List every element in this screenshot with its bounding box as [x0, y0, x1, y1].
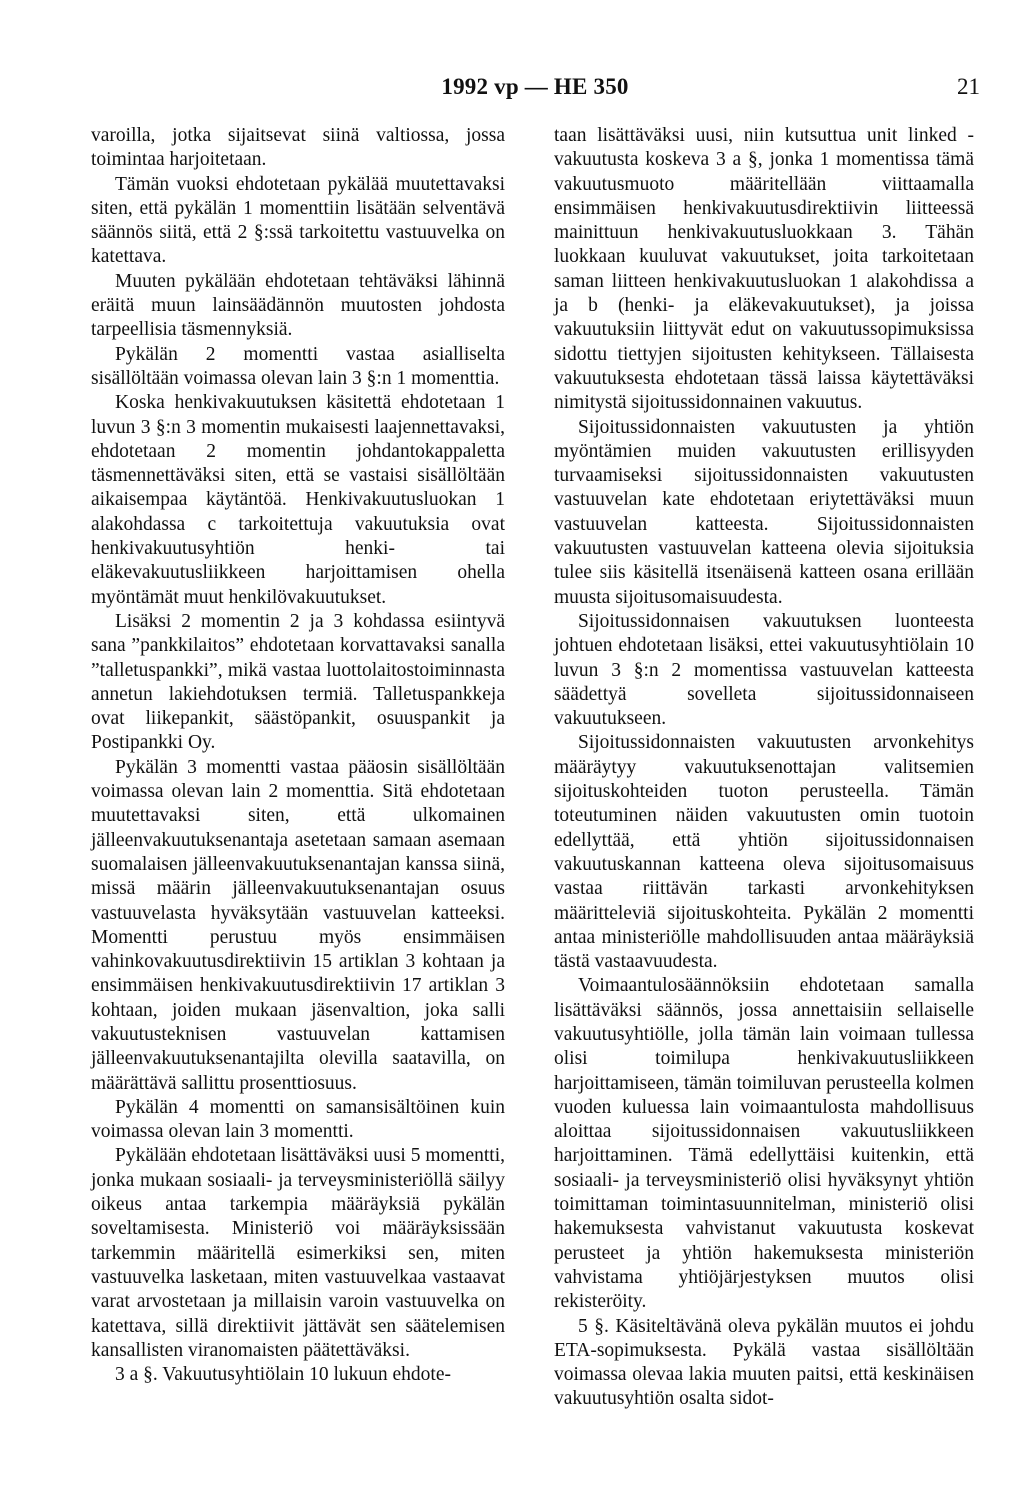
- paragraph: 5 §. Käsiteltävänä oleva pykälän muutos ei johdu ETA-sopimuksesta. Pykälä vastaa sisällöltään voimassa olevaa lakia muuten paitsi, että keskinäisen vakuutusyhtiön osalta sidot-: [554, 1315, 974, 1410]
- paragraph: Muuten pykälään ehdotetaan tehtäväksi lähinnä eräitä muun lainsäädännön muutosten johdosta tarpeellisia täsmennyksiä.: [91, 270, 505, 341]
- paragraph: Pykälän 4 momentti on samansisältöinen kuin voimassa olevan lain 3 momentti.: [91, 1096, 505, 1143]
- paragraph: 3 a §. Vakuutusyhtiölain 10 lukuun ehdote-: [115, 1364, 451, 1386]
- paragraph: Pykälän 3 momentti vastaa pääosin sisällöltään voimassa olevan lain 2 momenttia. Sitä ehdotetaan muutettavaksi siten, että ulkomainen jälleenvakuutuksenantaja asetetaan samaan asemaan suomalaisen jälleenvakuutuksenantajan kanssa siinä, missä määrin jälleenvakuutuksenantajan osuus vastuuvelasta hyväksytään vastuuvelan katteeksi. Momentti perustuu myös ensimmäisen vahinkovakuutusdirektiivin 15 artiklan 3 kohtaan ja ensimmäisen henkivakuutusdirektiivin 17 artiklan 3 kohtaan, joiden mukaan jäsenvaltion, joka salli vakuutusteknisen vastuuvelan kattamisen jälleenvakuutuksenantajilta olevilla saatavilla, on määrättävä sallittu prosenttiosuus.: [91, 756, 505, 1094]
- paragraph: varoilla, jotka sijaitsevat siinä valtiossa, jossa toimintaa harjoitetaan.: [91, 125, 505, 171]
- paragraph: Koska henkivakuutuksen käsitettä ehdotetaan 1 luvun 3 §:n 3 momentin mukaisesti laajennettavaksi, ehdotetaan 2 momentin johdantokappaletta täsmennettäväksi siten, että se vastaisi sisällöltään aikaisempaa käytäntöä. Henkivakuutusluokan 1 alakohdassa c tarkoitettuja vakuutuksia ovat henkivakuutusyhtiön henki- tai eläkevakuutusliikkeen harjoittamisen ohella myöntämät muut henkilövakuutukset.: [91, 392, 505, 608]
- page-number: 21: [957, 74, 980, 99]
- paragraph: Sijoitussidonnaisten vakuutusten arvonkehitys määräytyy vakuutuksenottajan valitsemien sijoituskohteiden tuoton perusteella. Tämän toteutuminen näiden vakuutusten omin tuotoin edellyttää, että yhtiön sijoitussidonnaisen vakuutuskannan katteena oleva sijoitusomaisuus vastaa riittävän tarkasti arvonkehityksen määritteleviä sijoituskohteita. Pykälän 2 momentti antaa ministeriölle mahdollisuuden antaa määräyksiä tästä vastaavuudesta.: [554, 732, 974, 973]
- paragraph: Pykälän 2 momentti vastaa asialliselta sisällöltään voimassa olevan lain 3 §:n 1 momenttia.: [91, 343, 505, 389]
- paragraph: Pykälään ehdotetaan lisättäväksi uusi 5 momentti, jonka mukaan sosiaali- ja terveysministeriöllä säilyy oikeus antaa tarkempia määräyksiä pykälän soveltamisesta. Ministeriö voi määräyksissään tarkemmin määritellä esimerkiksi sen, miten vastuuvelka lasketaan, miten vastuuvelkaa vastaavat varat arvostetaan ja millaisin varoin vastuuvelka on katettava, sillä direktiivit jättävät sen säätelemisen kansallisten viranomaisten päätettäväksi.: [91, 1145, 505, 1361]
- paragraph: Sijoitussidonnaisten vakuutusten ja yhtiön myöntämien muiden vakuutusten erillisyyden turvaamiseksi sijoitussidonnaisten vakuutusten vastuuvelan kate ehdotetaan eriytettäväksi muun vastuuvelan katteesta. Sijoitussidonnaisten vakuutusten vastuuvelan katteena olevia sijoituksia tulee siis käsitellä itsenäisenä katteen osana erillään muusta sijoitusomaisuudesta.: [554, 416, 974, 608]
- right-column: [554, 124, 974, 1412]
- left-column: [91, 124, 505, 1387]
- page-header: [90, 74, 980, 108]
- paragraph: Voimaantulosäännöksiin ehdotetaan samalla lisättäväksi säännös, jossa annettaisiin sellaiselle vakuutusyhtiölle, jolla tämän lain voimaan tullessa olisi toimilupa henkivakuutusliikkeen harjoittamiseen, tämän toimiluvan perusteella kolmen vuoden kuluessa lain voimaantulosta mahdollisuus aloittaa sijoitussidonnaisen vakuutusliikkeen harjoittaminen. Tämä edellyttäisi kuitenkin, että sosiaali- ja terveysministeriö olisi hyväksynyt yhtiön toimittaman toimintasuunnitelman, ministeriö olisi hakemuksesta vahvistanut vakuutusta koskevat perusteet ja yhtiön hakemuksesta ministeriön vahvistama yhtiöjärjestyksen muutos olisi rekisteröity.: [554, 975, 974, 1313]
- paragraph: Tämän vuoksi ehdotetaan pykälää muutettavaksi siten, että pykälän 1 momenttiin lisätään selventävä säännös siitä, että 2 §:ssä tarkoitettu vastuuvelka on katettava.: [91, 173, 505, 268]
- paragraph: Lisäksi 2 momentin 2 ja 3 kohdassa esiintyvä sana ”pankkilaitos” ehdotetaan korvattavaksi sanalla ”talletuspankki”, mikä vastaa luottolaitostoiminnasta annetun lakiehdotuksen termiä. Talletuspankkeja ovat liikepankit, säästöpankit, osuuspankit ja Postipankki Oy.: [91, 610, 505, 754]
- paragraph: taan lisättäväksi uusi, niin kutsuttua unit linked -vakuutusta koskeva 3 a §, jonka 1 momentissa tämä vakuutusmuoto määritellään viittaamalla ensimmäisen henkivakuutusdirektiivin liitteessä mainittuun henkivakuutusluokkaan 3. Tähän luokkaan kuuluvat vakuutukset, joita tarkoitetaan saman liitteen henkivakuutusluokan 1 alakohdissa a ja b (henki- ja eläkevakuutukset), ja joissa vakuutuksiin liittyvät edut on vakuutussopimuksissa sidottu tiettyjen sijoitusten kehitykseen. Tällaisesta vakuutuksesta ehdotetaan tässä laissa käytettäväksi nimitystä sijoitussidonnainen vakuutus.: [554, 125, 974, 414]
- paragraph: Sijoitussidonnaisen vakuutuksen luonteesta johtuen ehdotetaan lisäksi, ettei vakuutusyhtiölain 10 luvun 3 §:n 2 momentissa vastuuvelan katteesta säädettyä sovelleta sijoitussidonnaiseen vakuutukseen.: [554, 610, 974, 730]
- running-head: 1992 vp — HE 350: [441, 74, 629, 99]
